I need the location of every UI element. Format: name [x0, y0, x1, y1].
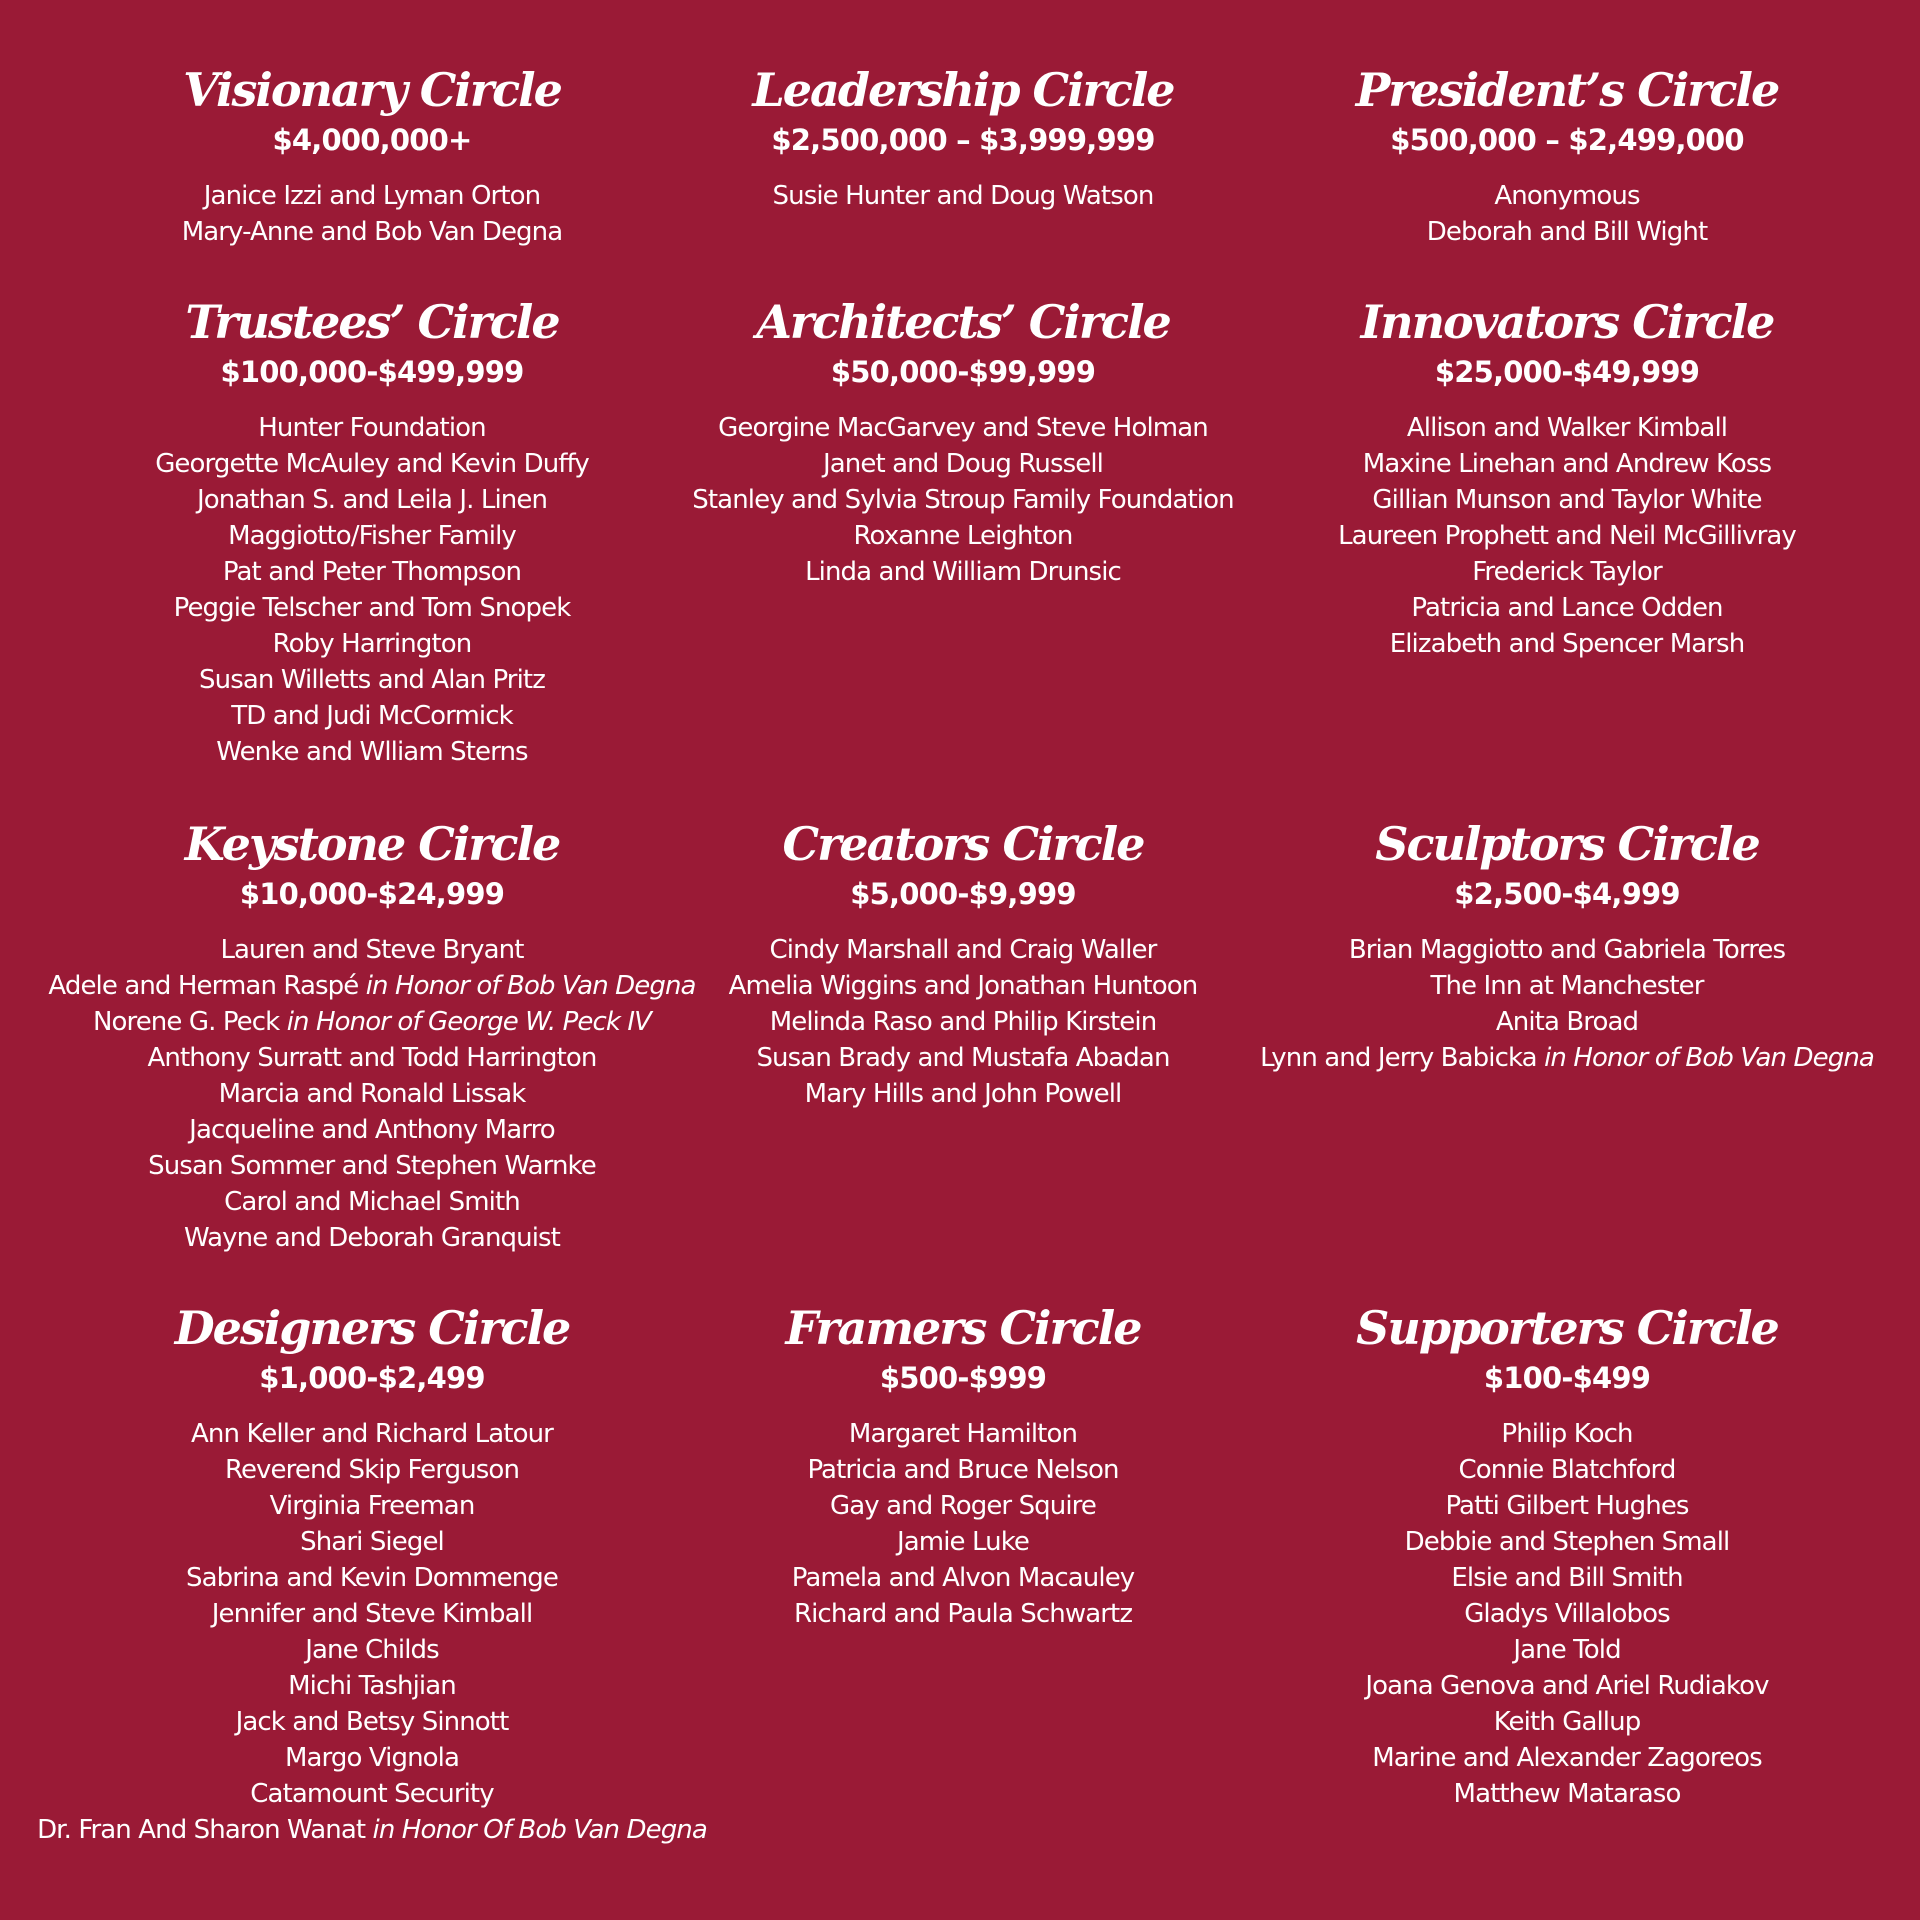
donor-name: Linda and William Drunsic	[805, 557, 1121, 587]
donor-name: Jennifer and Steve Kimball	[211, 1599, 533, 1629]
donor-name: Joana Genova and Ariel Rudiakov	[1365, 1671, 1769, 1701]
donor-name: Anita Broad	[1495, 1007, 1639, 1037]
honor-dedication: in Honor of George W. Peck IV	[286, 1007, 652, 1037]
donor-entry	[1207, 1416, 1920, 1452]
circle-title: President’s Circle	[1355, 63, 1779, 117]
donor-name: Pat and Peter Thompson	[222, 557, 522, 587]
donor-name: Amelia Wiggins and Jonathan Huntoon	[728, 971, 1198, 1001]
donor-name: The Inn at Manchester	[1430, 971, 1704, 1001]
donor-entry	[1207, 1740, 1920, 1776]
donor-name: Wenke and Wlliam Sterns	[216, 737, 528, 767]
donor-entry	[1207, 482, 1920, 518]
donor-name: Jane Childs	[305, 1635, 439, 1665]
donor-name: Marcia and Ronald Lissak	[218, 1079, 526, 1109]
donor-entry	[1207, 214, 1920, 250]
gift-range: $500,000 – $2,499,000	[1390, 123, 1744, 157]
donor-entry	[1207, 518, 1920, 554]
donor-name: Reverend Skip Ferguson	[224, 1455, 520, 1485]
donor-entry	[1207, 1040, 1920, 1076]
circle-title: Keystone Circle	[184, 817, 560, 871]
donor-name: Connie Blatchford	[1458, 1455, 1676, 1485]
donor-name: Jacqueline and Anthony Marro	[189, 1115, 555, 1145]
circle-title: Visionary Circle	[183, 63, 561, 117]
donor-list	[1207, 1416, 1920, 1812]
circle-president-s-circle	[1207, 60, 1920, 250]
donor-name: Margo Vignola	[284, 1743, 460, 1773]
donor-name: Susan Willetts and Alan Pritz	[199, 665, 545, 695]
donor-name: Maxine Linehan and Andrew Koss	[1362, 449, 1772, 479]
gift-range: $25,000-$49,999	[1434, 355, 1700, 389]
donor-name: Janice Izzi and Lyman Orton	[203, 181, 541, 211]
donor-list	[1207, 410, 1920, 662]
circle-supporters-circle	[1207, 1298, 1920, 1812]
circle-innovators-circle	[1207, 292, 1920, 662]
donor-name: Elizabeth and Spencer Marsh	[1389, 629, 1745, 659]
donor-entry	[1207, 1668, 1920, 1704]
donor-name: Catamount Security	[250, 1779, 494, 1809]
donor-name: Maggiotto/Fisher Family	[228, 521, 516, 551]
donor-name: Marine and Alexander Zagoreos	[1372, 1743, 1762, 1773]
donor-entry	[1207, 410, 1920, 446]
gift-range: $1,000-$2,499	[259, 1361, 485, 1395]
donor-name: Janet and Doug Russell	[823, 449, 1103, 479]
circle-sculptors-circle	[1207, 814, 1920, 1076]
donor-name: Jamie Luke	[896, 1527, 1030, 1557]
donor-name: Gay and Roger Squire	[830, 1491, 1096, 1521]
gift-range: $5,000-$9,999	[850, 877, 1076, 911]
donor-name: Jack and Betsy Sinnott	[235, 1707, 509, 1737]
donor-name: Mary-Anne and Bob Van Degna	[181, 217, 563, 247]
circle-title: Designers Circle	[174, 1301, 570, 1355]
donor-name: Susan Sommer and Stephen Warnke	[148, 1151, 596, 1181]
donor-name: Melinda Raso and Philip Kirstein	[769, 1007, 1157, 1037]
donor-list	[1207, 178, 1920, 250]
donor-entry	[1207, 1704, 1920, 1740]
donor-name: Margaret Hamilton	[848, 1419, 1078, 1449]
honor-dedication: in Honor of Bob Van Degna	[365, 971, 696, 1001]
donor-name: Norene G. Peck	[92, 1007, 280, 1037]
donor-entry	[1207, 1524, 1920, 1560]
donor-name: Hunter Foundation	[258, 413, 486, 443]
donor-entry	[1207, 178, 1920, 214]
donor-name: Deborah and Bill Wight	[1426, 217, 1708, 247]
donor-name: Ann Keller and Richard Latour	[191, 1419, 553, 1449]
donor-name: Carol and Michael Smith	[224, 1187, 520, 1217]
donor-name: Richard and Paula Schwartz	[793, 1599, 1133, 1629]
donor-entry	[1207, 968, 1920, 1004]
donor-name: Laureen Prophett and Neil McGillivray	[1338, 521, 1796, 551]
donor-entry	[1207, 1560, 1920, 1596]
donor-entry	[1207, 1004, 1920, 1040]
circle-title: Supporters Circle	[1356, 1301, 1778, 1355]
circle-title: Architects’ Circle	[756, 295, 1170, 349]
donor-name: Lynn and Jerry Babicka	[1260, 1043, 1537, 1073]
donor-name: Wayne and Deborah Granquist	[184, 1223, 560, 1253]
donor-name: Shari Siegel	[300, 1527, 444, 1557]
donor-name: Philip Koch	[1501, 1419, 1633, 1449]
gift-range: $10,000-$24,999	[239, 877, 505, 911]
donor-entry	[1207, 1452, 1920, 1488]
donor-name: Lauren and Steve Bryant	[220, 935, 524, 965]
donor-name: Cindy Marshall and Craig Waller	[769, 935, 1157, 965]
donor-name: Elsie and Bill Smith	[1451, 1563, 1683, 1593]
donor-entry	[1207, 1776, 1920, 1812]
donor-list	[1207, 932, 1920, 1076]
donor-name: Georgine MacGarvey and Steve Holman	[718, 413, 1208, 443]
donor-name: Anthony Surratt and Todd Harrington	[147, 1043, 597, 1073]
donor-name: Sabrina and Kevin Dommenge	[186, 1563, 558, 1593]
donor-name: Pamela and Alvon Macauley	[791, 1563, 1135, 1593]
gift-range: $500-$999	[879, 1361, 1047, 1395]
donor-entry	[1207, 1488, 1920, 1524]
gift-range: $50,000-$99,999	[830, 355, 1096, 389]
donor-name: Peggie Telscher and Tom Snopek	[173, 593, 571, 623]
donor-name: Brian Maggiotto and Gabriela Torres	[1348, 935, 1786, 965]
circle-title: Innovators Circle	[1360, 295, 1774, 349]
gift-range: $100-$499	[1483, 1361, 1651, 1395]
donor-name: Mary Hills and John Powell	[804, 1079, 1122, 1109]
gift-range: $2,500,000 – $3,999,999	[771, 123, 1155, 157]
honor-dedication: in Honor Of Bob Van Degna	[372, 1815, 707, 1845]
donor-name: TD and Judi McCormick	[231, 701, 513, 731]
circle-title: Creators Circle	[782, 817, 1144, 871]
circle-title: Trustees’ Circle	[185, 295, 559, 349]
donor-name: Patti Gilbert Hughes	[1445, 1491, 1689, 1521]
circle-title: Framers Circle	[785, 1301, 1141, 1355]
donor-name: Debbie and Stephen Small	[1404, 1527, 1730, 1557]
gift-range: $100,000-$499,999	[220, 355, 524, 389]
donor-name: Dr. Fran And Sharon Wanat	[37, 1815, 366, 1845]
donor-entry	[1207, 590, 1920, 626]
gift-range: $2,500-$4,999	[1454, 877, 1680, 911]
donor-name: Anonymous	[1494, 181, 1640, 211]
donor-name: Jonathan S. and Leila J. Linen	[196, 485, 548, 515]
donor-name: Roby Harrington	[272, 629, 472, 659]
donor-name: Michi Tashjian	[288, 1671, 456, 1701]
donor-entry	[1207, 554, 1920, 590]
donor-name: Georgette McAuley and Kevin Duffy	[155, 449, 589, 479]
donor-name: Adele and Herman Raspé	[48, 971, 359, 1001]
donor-name: Matthew Mataraso	[1453, 1779, 1681, 1809]
donor-name: Gladys Villalobos	[1464, 1599, 1670, 1629]
donor-name: Roxanne Leighton	[853, 521, 1073, 551]
donor-name: Virginia Freeman	[269, 1491, 475, 1521]
donor-name: Gillian Munson and Taylor White	[1372, 485, 1762, 515]
donor-entry	[1207, 446, 1920, 482]
donor-name: Keith Gallup	[1493, 1707, 1641, 1737]
donor-entry	[1207, 1632, 1920, 1668]
gift-range: $4,000,000+	[272, 123, 472, 157]
donor-entry	[1207, 1596, 1920, 1632]
donor-name: Allison and Walker Kimball	[1406, 413, 1728, 443]
donor-name: Frederick Taylor	[1472, 557, 1662, 587]
honor-dedication: in Honor of Bob Van Degna	[1544, 1043, 1874, 1073]
donor-entry	[1207, 932, 1920, 968]
donor-name: Patricia and Bruce Nelson	[807, 1455, 1119, 1485]
donor-name: Stanley and Sylvia Stroup Family Foundation	[692, 485, 1234, 515]
donor-name: Jane Told	[1513, 1635, 1621, 1665]
circle-title: Sculptors Circle	[1375, 817, 1759, 871]
donor-name: Susie Hunter and Doug Watson	[772, 181, 1154, 211]
donor-name: Susan Brady and Mustafa Abadan	[756, 1043, 1170, 1073]
circle-title: Leadership Circle	[752, 63, 1174, 117]
donor-entry	[1207, 626, 1920, 662]
donor-name: Patricia and Lance Odden	[1411, 593, 1723, 623]
donor-column-3	[1207, 0, 1920, 1920]
